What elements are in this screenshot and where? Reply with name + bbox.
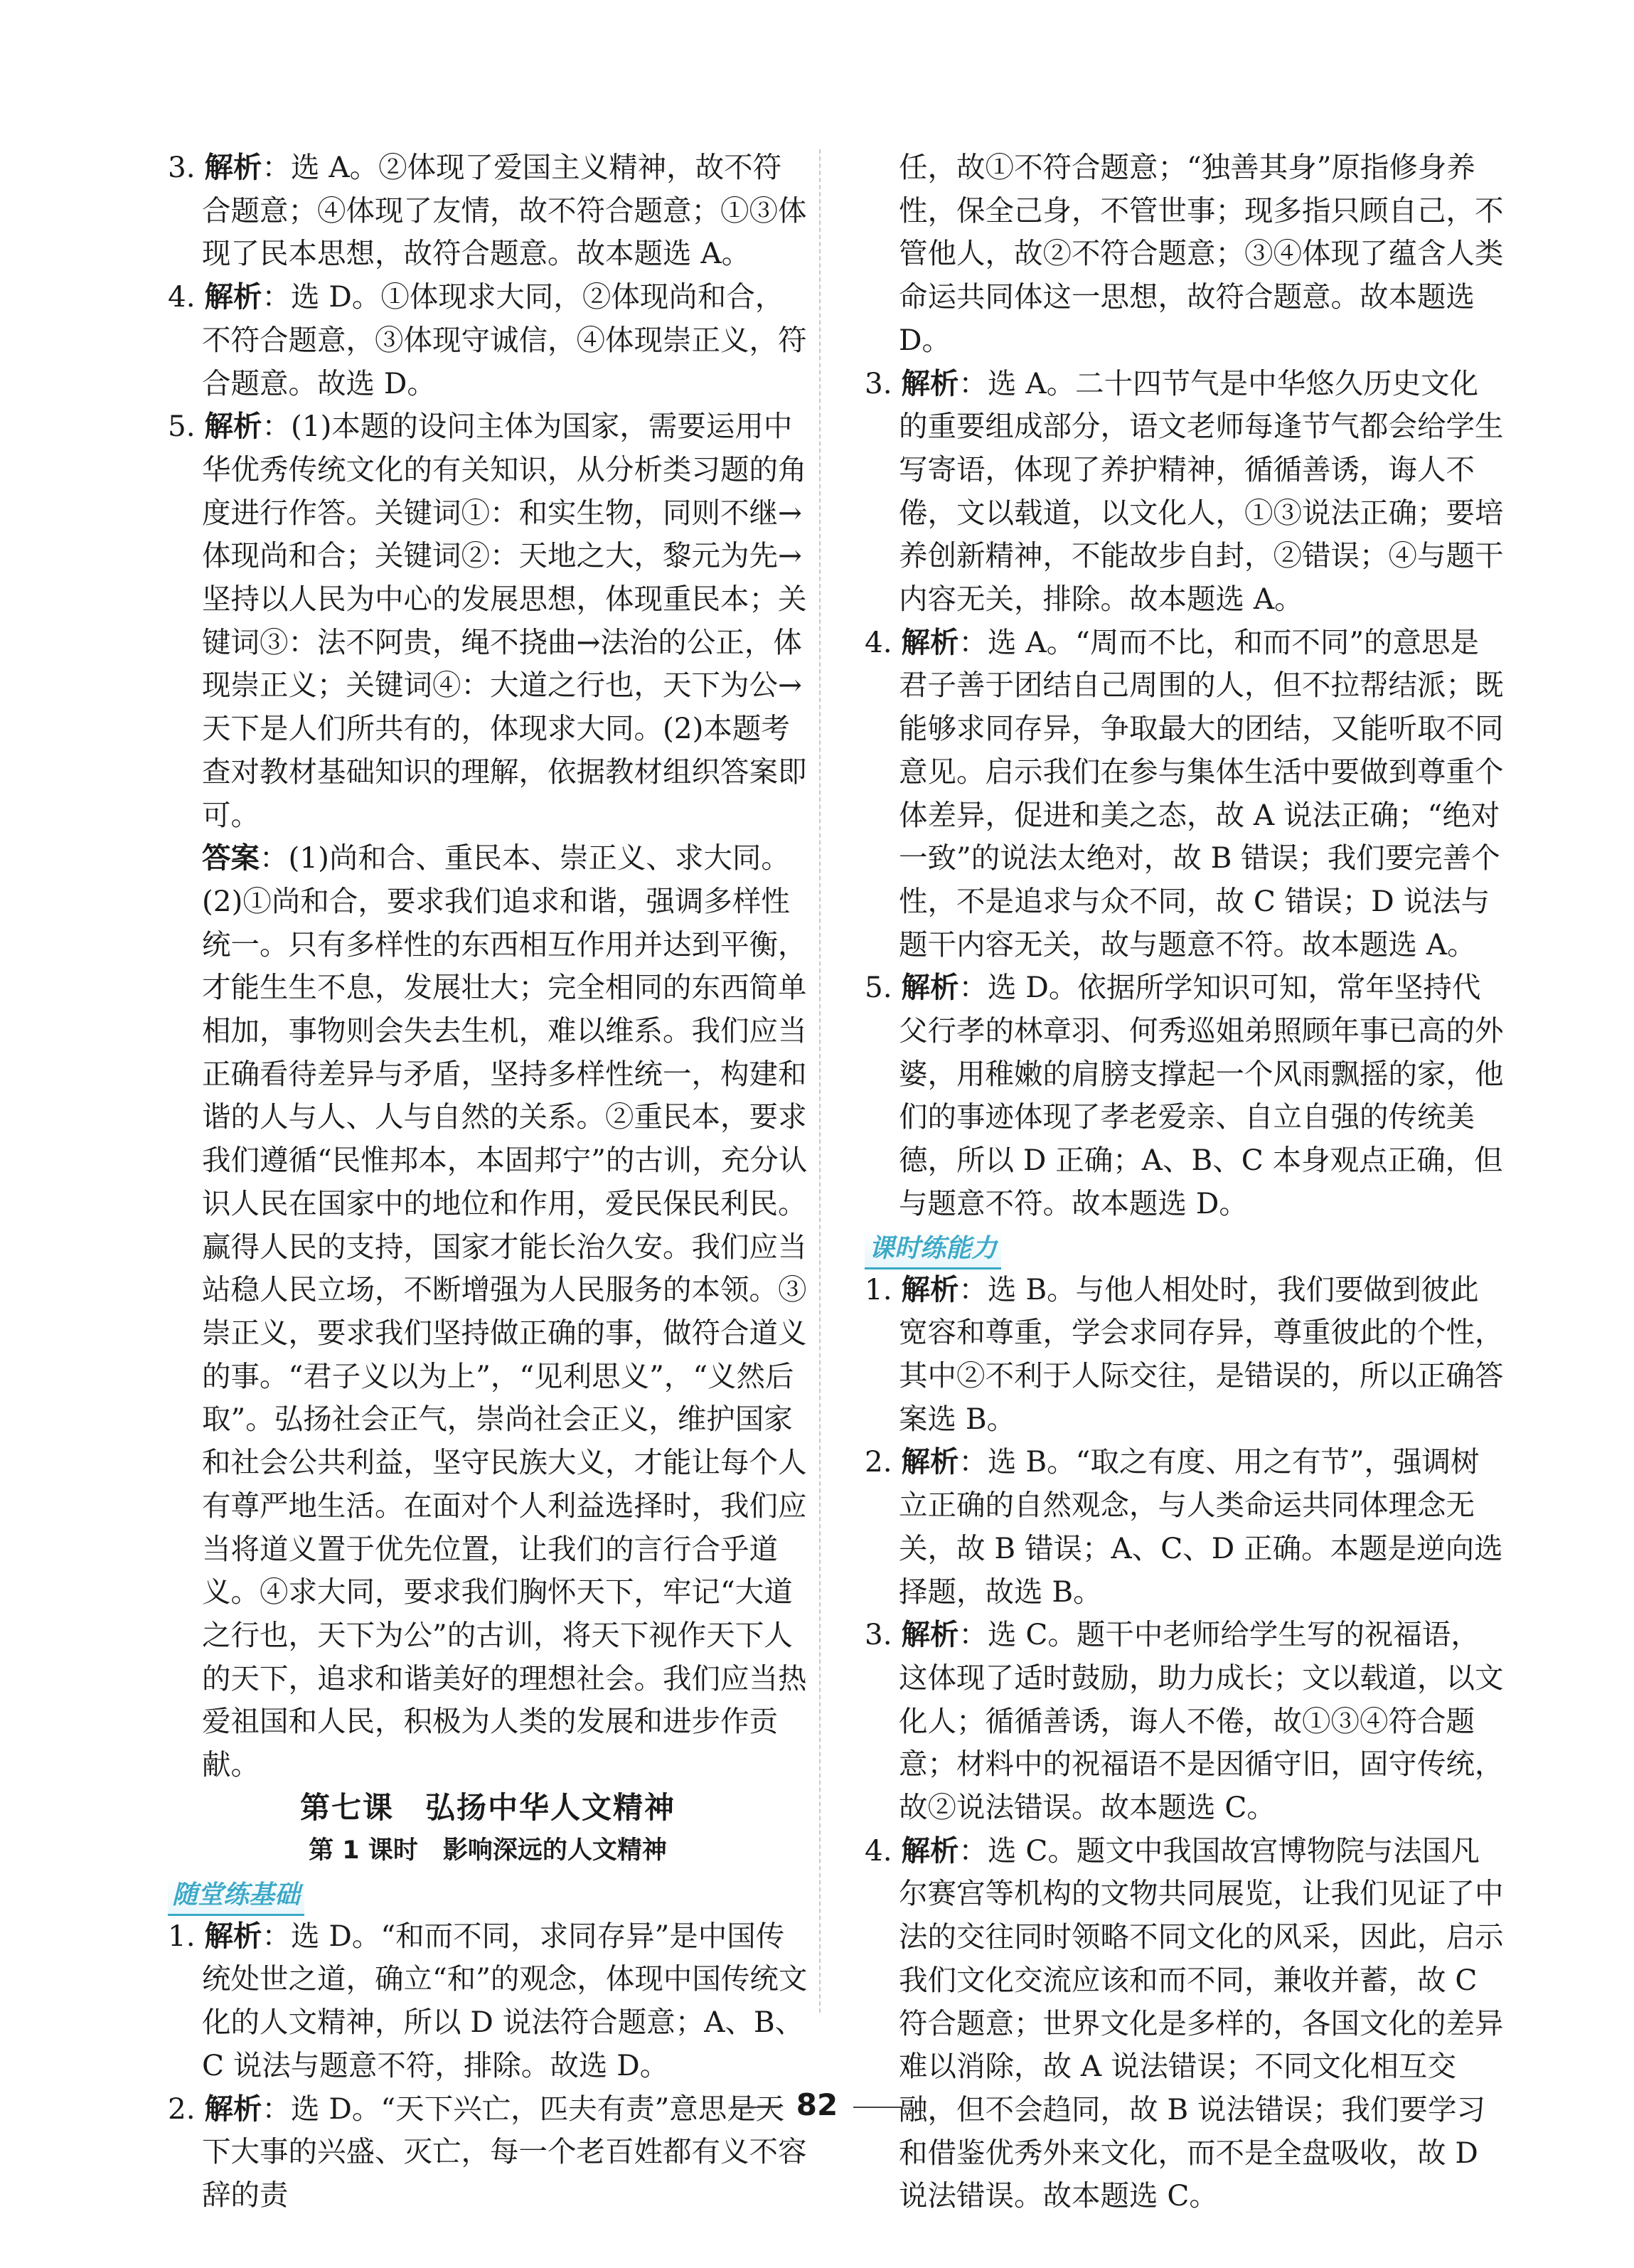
item-number: 2. <box>865 1444 902 1479</box>
analysis-text: ：选 B。与他人相处时，我们要做到彼此宽容和尊重，学会求同存异，尊重彼此的个性，其中②不利于人际交往，是错误的，所以正确答案选 B。 <box>899 1272 1504 1436</box>
answer-item-c1 <box>865 1268 1505 1441</box>
item-number: 4. <box>865 1833 902 1868</box>
analysis-text: ：选 B。“取之有度、用之有节”，强调树立正确的自然观念，与人类命运共同体理念无关，故 B 错误；A、C、D 正确。本题是逆向选择题，故选 B。 <box>899 1444 1503 1609</box>
lesson-title: 第七课 弘扬中华人文精神 <box>299 1789 676 1825</box>
answer-part-2: (2)①尚和合，要求我们追求和谐，强调多样性统一。只有多样性的东西相互作用并达到平衡，才能生生不息，发展壮大；完全相同的东西简单相加，事物则会失去生机，难以维系。我们应当正确看待差异与矛盾，坚持多样性统一，构建和谐的人与人、人与自然的关系。②重民本，要求我们遵循“民惟邦本，本固邦宁”的古训，充分认识人民在国家中的地位和作用，爱民保民利民。赢得人民的支持，国家才能长治久安。我们应当站稳人民立场，不断增强为人民服务的本领。③崇正义，要求我们坚持做正确的事，做符合道义的事。“君子义以为上”，“见利思义”，“义然后取”。弘扬社会正气，崇尚社会正义，维护国家和社会公共利益，坚守民族大义，才能让每个人有尊严地生活。在面对个人利益选择时，我们应当将道义置于优先位置，让我们的言行合乎道义。④求大同，要求我们胸怀天下，牢记“大道之行也，天下为公”的古训，将天下视作天下人的天下，追求和谐美好的理想社会。我们应当热爱祖国和人民，积极为人类的发展和进步作贡献。 <box>202 883 808 1782</box>
analysis-text: ：选 D。①体现求大同，②体现尚和合，不符合题意，③体现守诚信，④体现崇正义，符合题意。故选 D。 <box>202 279 807 400</box>
analysis-text: ：选 A。二十四节气是中华悠久历史文化的重要组成部分，语文老师每逢节气都会给学生写寄语，体现了养护精神，循循善诱，诲人不倦，文以载道，以文化人，①③说法正确；要培养创新精神，不能故步自封，②错误；④与题干内容无关，排除。故本题选 A。 <box>899 366 1504 617</box>
answer-item-3 <box>168 146 808 275</box>
analysis-text: ：选 A。“周而不比，和而不同”的意思是君子善于团结自己周围的人，但不拉帮结派；既能够求同存异，争取最大的团结，又能听取不同意见。启示我们在参与集体生活中要做到尊重个体差异，促进和美之态，故 A 说法正确；“绝对一致”的说法太绝对，故 B 错误；我们要完善个性，不是追求与众不同，故 C 错误；D 说法与题干内容无关，故与题意不符。故本题选 A。 <box>899 624 1504 962</box>
answer-item-5 <box>168 405 808 836</box>
analysis-text: ：选 A。②体现了爱国主义精神，故不符合题意；④体现了友情，故不符合题意；①③体现了民本思想，故符合题意。故本题选 A。 <box>202 150 807 271</box>
analysis-label: 解析 <box>204 279 262 314</box>
item-number: 1. <box>865 1272 902 1306</box>
answer-item-c2 <box>865 1440 1505 1613</box>
answer-item-c3 <box>865 1613 1505 1829</box>
analysis-text: ：选 D。依据所学知识可知，常年坚持代父行孝的林章羽、何秀巡姐弟照顾年事已高的外婆，用稚嫩的肩膀支撑起一个风雨飘摇的家，他们的事迹体现了孝老爱亲、自立自强的传统美德，所以 D 正确；A、B、C 本身观点正确，但与题意不符。故本题选 D。 <box>899 970 1504 1220</box>
answer-item-b3 <box>865 362 1505 621</box>
column-divider <box>819 149 821 2013</box>
analysis-label: 解析 <box>901 1833 959 1868</box>
analysis-label: 解析 <box>204 2091 262 2126</box>
analysis-label: 解析 <box>901 1272 959 1306</box>
item-number: 2. <box>168 2091 205 2126</box>
analysis-label: 解析 <box>204 1918 262 1953</box>
lesson-subtitle: 第 1 课时 影响深远的人文精神 <box>309 1836 667 1865</box>
section-tag-wrap <box>168 1872 808 1915</box>
answer-item-b2-continued: 任，故①不符合题意；“独善其身”原指修身养性，保全己身，不管世事；现多指只顾自己，不管他人，故②不符合题意；③④体现了蕴含人类命运共同体这一思想，故符合题意。故本题选 D。 <box>899 150 1504 357</box>
answer-label: 答案 <box>202 841 260 875</box>
item-number: 5. <box>865 970 902 1005</box>
analysis-text: ：选 C。题文中我国故宫博物院与法国凡尔赛宫等机构的文物共同展览，让我们见证了中法的交往同时领略不同文化的风采，因此，启示我们文化交流应该和而不同，兼收并蓄，故 C 符合题意；世界文化是多样的，各国文化的差异难以消除，故 A 说法错误；不同文化相互交融，但不会趋同，故 B 说法错误；我们要学习和借鉴优秀外来文化，而不是全盘吸收，故 D 说法错误。故本题选 C。 <box>899 1833 1504 2213</box>
section-tag-basic: 随堂练基础 <box>168 1877 304 1916</box>
item-number: 3. <box>865 1617 902 1652</box>
item-number: 3. <box>865 366 902 400</box>
analysis-label: 解析 <box>901 1444 959 1479</box>
page-dash-right <box>853 2107 903 2108</box>
section-tag-ability: 课时练能力 <box>865 1230 1001 1269</box>
section-tag-wrap <box>865 1225 1505 1268</box>
analysis-label: 解析 <box>204 150 262 184</box>
right-column <box>865 146 1505 2218</box>
analysis-label: 解析 <box>901 970 959 1005</box>
page-number <box>0 2087 1634 2122</box>
item-number: 4. <box>865 624 902 659</box>
analysis-text: ：选 D。“和而不同，求同存异”是中国传统处世之道，确立“和”的观念，体现中国传统文化的人文精神，所以 D 说法符合题意；A、B、C 说法与题意不符，排除。故选 D。 <box>202 1918 808 2082</box>
left-column <box>168 146 808 2217</box>
analysis-text: ：选 C。题干中老师给学生写的祝福语，这体现了适时鼓励，助力成长；文以载道，以文化人；循循善诱，诲人不倦，故①③④符合题意；材料中的祝福语不是因循守旧，固守传统，故②说法错误。故本题选 C。 <box>899 1617 1504 1825</box>
analysis-label: 解析 <box>901 1617 959 1652</box>
item-number: 3. <box>168 150 205 184</box>
analysis-label: 解析 <box>204 409 262 444</box>
analysis-text: ：选 D。“天下兴亡，匹夫有责”意思是天下大事的兴盛、灭亡，每一个老百姓都有义不容辞的责 <box>202 2091 807 2212</box>
analysis-text: ：(1)本题的设问主体为国家，需要运用中华优秀传统文化的有关知识，从分析类习题的角度进行作答。关键词①：和实生物，同则不继→体现尚和合；关键词②：天地之大，黎元为先→坚持以人民为中心的发展思想，体现重民本；关键词③：法不阿贵，绳不挠曲→法治的公正，体现崇正义；关键词④：大道之行也，天下为公→天下是人们所共有的，体现求大同。(2)本题考查对教材基础知识的理解，依据教材组织答案即可。 <box>202 409 807 832</box>
answer-block <box>168 836 808 880</box>
page-number-value: 82 <box>796 2087 838 2122</box>
analysis-label: 解析 <box>901 366 959 400</box>
item-number: 5. <box>168 409 205 444</box>
answer-item-4 <box>168 275 808 405</box>
item-number: 4. <box>168 279 205 314</box>
answer-item-b1 <box>168 1915 808 2087</box>
item-number: 1. <box>168 1918 205 1953</box>
answer-item-c4 <box>865 1829 1505 2218</box>
page-dash-left <box>731 2107 781 2108</box>
answer-item-b4 <box>865 621 1505 967</box>
answer-item-b5 <box>865 966 1505 1225</box>
answer-part-1: ：(1)尚和合、重民本、崇正义、求大同。 <box>260 841 790 875</box>
analysis-label: 解析 <box>901 624 959 659</box>
